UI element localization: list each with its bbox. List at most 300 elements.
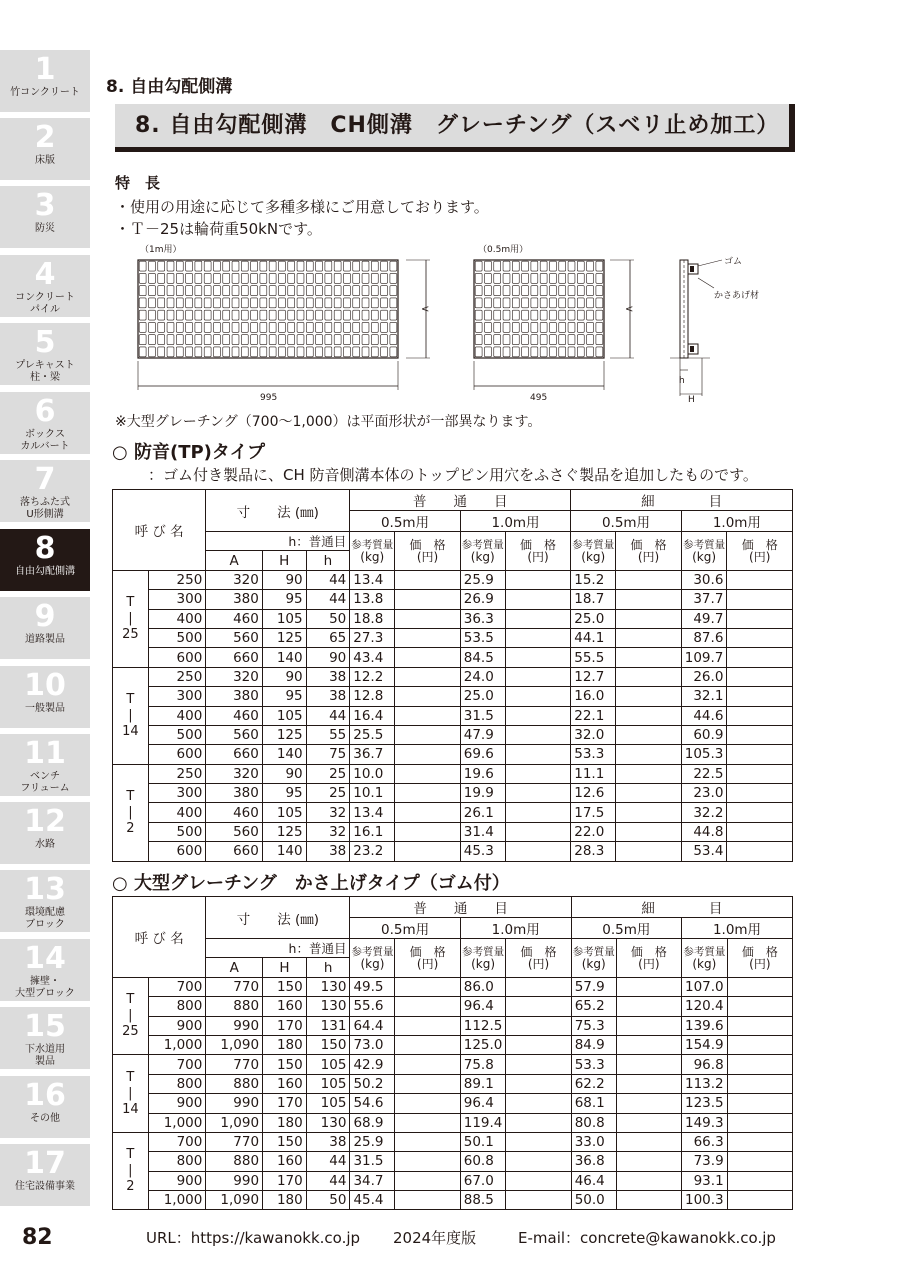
table-row: [113, 1094, 793, 1113]
cell-mass-hoso-05: 55.5: [571, 648, 616, 667]
sidebar-tab-14[interactable]: [0, 939, 90, 1001]
sidebar-tab-8[interactable]: [0, 529, 90, 591]
mass-unit: (kg): [692, 549, 717, 564]
kasaage-label: かさあげ材: [714, 291, 760, 301]
header-H: H: [262, 551, 306, 570]
cell-h: 105: [306, 1055, 350, 1074]
cell-price-futsu-05: [395, 628, 461, 647]
cell-h: 44: [306, 706, 350, 725]
cell-price-futsu-05: [395, 590, 461, 609]
sidebar-tab-2[interactable]: [0, 118, 90, 180]
cell-mass-hoso-05: 84.9: [571, 1035, 616, 1054]
cell-mass-hoso-05: 16.0: [571, 687, 616, 706]
sidebar-tab-13[interactable]: [0, 870, 90, 932]
table-row: [113, 803, 793, 822]
header-mass: [571, 939, 616, 978]
header-mass: [682, 939, 728, 978]
header-mass: [350, 939, 395, 978]
sidebar-tab-15[interactable]: [0, 1007, 90, 1069]
cell-price-hoso-10: [727, 1094, 792, 1113]
grating-05m-drawing: [474, 260, 604, 358]
cell-price-hoso-05: [616, 1094, 681, 1113]
cell-h: 105: [306, 1074, 350, 1093]
header-price: [727, 939, 792, 978]
table-row: [113, 997, 793, 1016]
cell-h: 44: [306, 1171, 350, 1190]
cell-price-futsu-10: [506, 1055, 571, 1074]
cell-mass-futsu-05: 10.1: [350, 784, 395, 803]
table-header-row: [113, 939, 793, 958]
cell-mass-hoso-05: 62.2: [571, 1074, 616, 1093]
cell-price-futsu-10: [505, 842, 571, 861]
header-10m: 1.0m用: [681, 511, 792, 532]
cell-price-hoso-10: [727, 667, 793, 686]
cell-size: 250: [148, 667, 206, 686]
sidebar-tab-label: ベンチ フリューム: [20, 771, 70, 794]
cell-mass-hoso-05: 80.8: [571, 1113, 616, 1132]
cell-mass-futsu-05: 42.9: [350, 1055, 395, 1074]
price-unit: (円): [416, 956, 439, 971]
table-row: [113, 725, 793, 744]
header-05m: 0.5m用: [350, 918, 460, 939]
cell-mass-hoso-10: 53.4: [681, 842, 727, 861]
price-unit: (円): [527, 956, 550, 971]
cell-price-hoso-10: [727, 997, 792, 1016]
cell-size: 900: [148, 1094, 206, 1113]
header-price: [616, 939, 681, 978]
cell-price-hoso-10: [727, 1016, 792, 1035]
cell-price-hoso-05: [616, 1113, 681, 1132]
cell-H: 170: [263, 1171, 307, 1190]
cell-price-hoso-05: [616, 687, 682, 706]
header-hoso: 細 目: [571, 897, 792, 918]
cell-price-hoso-05: [616, 590, 682, 609]
cell-h: 105: [306, 1094, 350, 1113]
cell-price-hoso-05: [616, 1074, 681, 1093]
cell-A: 560: [206, 725, 263, 744]
cell-price-hoso-10: [727, 1035, 792, 1054]
cell-mass-hoso-10: 149.3: [682, 1113, 728, 1132]
cell-price-hoso-05: [616, 1171, 681, 1190]
cell-H: 125: [262, 822, 306, 841]
cell-h: 38: [306, 667, 350, 686]
cell-h: 90: [306, 648, 350, 667]
cell-price-futsu-05: [395, 1035, 460, 1054]
cell-H: 170: [263, 1016, 307, 1035]
cell-mass-hoso-10: 73.9: [682, 1152, 728, 1171]
cell-price-futsu-05: [395, 1132, 460, 1151]
cell-price-futsu-05: [395, 1191, 460, 1210]
sidebar-tab-12[interactable]: [0, 802, 90, 864]
sidebar-tab-16[interactable]: [0, 1076, 90, 1138]
cell-price-futsu-05: [395, 803, 461, 822]
cell-mass-futsu-10: 96.4: [460, 997, 506, 1016]
cell-A: 560: [206, 822, 263, 841]
sidebar-tab-1[interactable]: [0, 50, 90, 112]
cell-price-futsu-05: [395, 1016, 460, 1035]
footer-url[interactable]: URL：https://kawanokk.co.jp: [146, 1229, 361, 1247]
cell-A: 460: [206, 803, 263, 822]
cell-H: 150: [263, 1055, 307, 1074]
sidebar-tab-label: ボックス カルバート: [20, 429, 70, 452]
header-05m: 0.5m用: [571, 511, 682, 532]
cell-price-hoso-10: [727, 1152, 792, 1171]
cell-mass-hoso-05: 65.2: [571, 997, 616, 1016]
cell-mass-futsu-10: 19.6: [460, 764, 505, 783]
header-mass: [571, 532, 616, 571]
mass-label: 参考質量: [462, 945, 505, 958]
spec-table-large: [112, 896, 793, 1210]
cell-mass-hoso-10: 113.2: [682, 1074, 728, 1093]
price-label: 価 格: [741, 537, 778, 552]
mass-label: 参考質量: [572, 538, 615, 551]
cell-mass-hoso-10: 154.9: [682, 1035, 728, 1054]
cell-H: 105: [262, 803, 306, 822]
cell-mass-futsu-10: 45.3: [460, 842, 505, 861]
cell-price-hoso-10: [727, 1113, 792, 1132]
cell-mass-futsu-05: 43.4: [350, 648, 395, 667]
cell-size: 1,000: [148, 1035, 206, 1054]
table-row: [113, 784, 793, 803]
cell-A: 660: [206, 648, 263, 667]
cell-mass-futsu-05: 12.8: [350, 687, 395, 706]
cell-mass-hoso-05: 22.1: [571, 706, 616, 725]
feature-line-1: ・使用の用途に応じて多種多様にご用意しております。: [115, 198, 489, 216]
sidebar-tab-3[interactable]: [0, 186, 90, 248]
header-h-note: h：普通目: [206, 532, 350, 551]
sidebar-tab-label: 水路: [35, 839, 55, 850]
sidebar-tab-label: プレキャスト 柱・梁: [15, 360, 75, 383]
cell-H: 140: [262, 842, 306, 861]
cell-mass-hoso-10: 60.9: [681, 725, 727, 744]
sidebar-tab-label: 環境配慮 ブロック: [25, 907, 65, 930]
cell-size: 400: [148, 706, 206, 725]
sidebar-tab-number: 13: [24, 872, 66, 907]
header-A: A: [206, 958, 263, 977]
cell-H: 160: [263, 997, 307, 1016]
cell-price-futsu-10: [506, 1016, 571, 1035]
cell-price-hoso-05: [616, 628, 682, 647]
cell-H: 125: [262, 725, 306, 744]
cell-price-futsu-05: [395, 570, 461, 589]
cell-size: 600: [148, 745, 206, 764]
cell-h: 50: [306, 1191, 350, 1210]
header-price: [727, 532, 793, 571]
cell-mass-hoso-05: 18.7: [571, 590, 616, 609]
cell-price-futsu-05: [395, 1113, 460, 1132]
cell-h: 131: [306, 1016, 350, 1035]
cell-h: 38: [306, 1132, 350, 1151]
cell-A: 1,090: [206, 1035, 263, 1054]
cell-price-futsu-10: [506, 997, 571, 1016]
cell-size: 1,000: [148, 1113, 206, 1132]
table-row: [113, 1016, 793, 1035]
cell-A: 990: [206, 1171, 263, 1190]
cell-price-futsu-10: [505, 628, 571, 647]
cell-mass-futsu-10: 19.9: [460, 784, 505, 803]
cell-price-futsu-05: [395, 687, 461, 706]
grating-section-drawing: [670, 260, 722, 405]
cell-A: 1,090: [206, 1113, 263, 1132]
cell-mass-futsu-05: 16.4: [350, 706, 395, 725]
cell-size: 400: [148, 609, 206, 628]
cell-size: 700: [148, 1055, 206, 1074]
sidebar-tab-7[interactable]: [0, 460, 90, 522]
header-futsu: 普 通 目: [350, 897, 571, 918]
cell-price-futsu-05: [395, 784, 461, 803]
cell-mass-hoso-05: 44.1: [571, 628, 616, 647]
cell-price-hoso-10: [727, 977, 792, 996]
header-price: [506, 939, 571, 978]
cell-size: 700: [148, 977, 206, 996]
cell-h: 130: [306, 997, 350, 1016]
cell-mass-futsu-10: 24.0: [460, 667, 505, 686]
cell-price-hoso-05: [616, 745, 682, 764]
cell-mass-futsu-10: 86.0: [460, 977, 506, 996]
sidebar-tab-number: 8: [34, 531, 56, 566]
cell-H: 140: [262, 648, 306, 667]
sidebar-tab-10[interactable]: [0, 666, 90, 728]
table-row: [113, 590, 793, 609]
cell-H: 105: [262, 609, 306, 628]
cell-mass-futsu-10: 60.8: [460, 1152, 506, 1171]
cell-A: 380: [206, 590, 263, 609]
cell-mass-futsu-10: 25.0: [460, 687, 505, 706]
cell-mass-hoso-10: 44.8: [681, 822, 727, 841]
cell-h: 44: [306, 570, 350, 589]
cell-H: 180: [263, 1113, 307, 1132]
cell-price-futsu-05: [395, 648, 461, 667]
cell-price-hoso-10: [727, 784, 793, 803]
cell-mass-hoso-10: 120.4: [682, 997, 728, 1016]
table-row: [113, 706, 793, 725]
cell-size: 900: [148, 1016, 206, 1035]
features-title: 特 長: [115, 174, 161, 192]
width-05m: 495: [530, 393, 548, 403]
svg-text:H: H: [688, 395, 695, 405]
table-row: [113, 745, 793, 764]
cell-size: 500: [148, 628, 206, 647]
sidebar-tab-number: 12: [24, 804, 66, 839]
cell-mass-futsu-10: 67.0: [460, 1171, 506, 1190]
cell-mass-hoso-05: 53.3: [571, 1055, 616, 1074]
gomu-label: ゴム: [724, 257, 743, 267]
cell-mass-futsu-05: 12.2: [350, 667, 395, 686]
cell-size: 1,000: [148, 1191, 206, 1210]
table-row: [113, 1191, 793, 1210]
cell-mass-futsu-10: 25.9: [460, 570, 505, 589]
table-row: [113, 570, 793, 589]
cell-price-hoso-10: [727, 822, 793, 841]
cell-mass-hoso-10: 107.0: [682, 977, 728, 996]
header-h: h: [306, 958, 350, 977]
sidebar-tab-label: 下水道用 製品: [25, 1044, 65, 1067]
cell-size: 700: [148, 1132, 206, 1151]
cell-price-hoso-05: [616, 1152, 681, 1171]
cell-A: 880: [206, 1074, 263, 1093]
sidebar-tab-label: 道路製品: [25, 634, 65, 645]
cell-price-futsu-05: [395, 842, 461, 861]
cell-h: 32: [306, 822, 350, 841]
cell-price-hoso-05: [616, 570, 682, 589]
sidebar-tab-number: 1: [34, 52, 56, 87]
cell-price-futsu-10: [505, 803, 571, 822]
cell-mass-futsu-10: 47.9: [460, 725, 505, 744]
cell-mass-futsu-10: 50.1: [460, 1132, 506, 1151]
price-label: 価 格: [409, 537, 446, 552]
cell-mass-futsu-05: 25.5: [350, 725, 395, 744]
grating-drawing: [110, 238, 760, 406]
sidebar-tab-5[interactable]: [0, 323, 90, 385]
cell-price-hoso-05: [616, 764, 682, 783]
mass-unit: (kg): [581, 549, 606, 564]
sidebar-tab-17[interactable]: [0, 1144, 90, 1206]
cell-A: 880: [206, 1152, 263, 1171]
cell-price-futsu-10: [505, 784, 571, 803]
cell-mass-futsu-05: 73.0: [350, 1035, 395, 1054]
cell-h: 130: [306, 977, 350, 996]
cell-mass-hoso-10: 123.5: [682, 1094, 728, 1113]
cell-price-hoso-10: [727, 609, 793, 628]
grating-diagram: [110, 238, 760, 410]
grating-1m-drawing: [138, 260, 398, 358]
cell-mass-hoso-05: 12.7: [571, 667, 616, 686]
header-yobina: 呼 び 名: [113, 897, 206, 978]
cell-H: 150: [263, 1132, 307, 1151]
cell-mass-hoso-05: 53.3: [571, 745, 616, 764]
table-row: [113, 1113, 793, 1132]
cell-size: 250: [148, 570, 206, 589]
sidebar-tab-6[interactable]: [0, 392, 90, 454]
cell-mass-futsu-05: 45.4: [350, 1191, 395, 1210]
cell-price-hoso-05: [616, 609, 682, 628]
table-row: [113, 609, 793, 628]
cell-mass-futsu-05: 27.3: [350, 628, 395, 647]
sidebar-tab-4[interactable]: [0, 255, 90, 317]
cell-mass-futsu-10: 31.5: [460, 706, 505, 725]
cell-price-futsu-10: [505, 745, 571, 764]
cell-mass-hoso-05: 28.3: [571, 842, 616, 861]
cell-price-hoso-10: [727, 1171, 792, 1190]
cell-price-hoso-10: [727, 687, 793, 706]
load-class-label: T | 25: [113, 977, 149, 1055]
cell-mass-futsu-10: 112.5: [460, 1016, 506, 1035]
label-05m: （0.5m用）: [478, 245, 529, 255]
cell-mass-futsu-10: 31.4: [460, 822, 505, 841]
table-row: [113, 667, 793, 686]
cell-price-futsu-10: [505, 725, 571, 744]
sidebar-tab-label: 住宅設備事業: [15, 1181, 75, 1192]
cell-mass-futsu-05: 36.7: [350, 745, 395, 764]
load-class-label: T | 25: [113, 570, 149, 667]
mass-unit: (kg): [470, 549, 495, 564]
cell-H: 95: [262, 687, 306, 706]
header-05m: 0.5m用: [350, 511, 461, 532]
cell-price-hoso-05: [616, 803, 682, 822]
cell-h: 38: [306, 687, 350, 706]
header-mass: [460, 939, 506, 978]
cell-mass-hoso-10: 66.3: [682, 1132, 728, 1151]
cell-price-futsu-10: [505, 687, 571, 706]
cell-mass-futsu-10: 69.6: [460, 745, 505, 764]
cell-price-hoso-10: [727, 648, 793, 667]
cell-mass-futsu-05: 55.6: [350, 997, 395, 1016]
cell-mass-hoso-05: 12.6: [571, 784, 616, 803]
mass-unit: (kg): [471, 956, 496, 971]
cell-mass-futsu-10: 26.9: [460, 590, 505, 609]
header-hoso: 細 目: [571, 490, 793, 511]
sidebar-tab-9[interactable]: [0, 597, 90, 659]
cell-mass-hoso-05: 68.1: [571, 1094, 616, 1113]
mass-label: 参考質量: [461, 538, 504, 551]
cell-mass-futsu-05: 50.2: [350, 1074, 395, 1093]
cell-price-hoso-05: [616, 1132, 681, 1151]
cell-price-futsu-05: [395, 1094, 460, 1113]
table-row: [113, 1132, 793, 1151]
section2-title: ○ 大型グレーチング かさ上げタイプ（ゴム付）: [112, 873, 510, 894]
cell-price-futsu-10: [505, 706, 571, 725]
header-H: H: [263, 958, 307, 977]
cell-price-futsu-10: [506, 1113, 571, 1132]
cell-price-hoso-05: [616, 977, 681, 996]
price-unit: (円): [749, 956, 771, 971]
cell-mass-futsu-10: 119.4: [460, 1113, 506, 1132]
sidebar-tab-11[interactable]: [0, 734, 90, 796]
cell-H: 180: [263, 1191, 307, 1210]
cell-mass-futsu-05: 64.4: [350, 1016, 395, 1035]
cell-A: 660: [206, 745, 263, 764]
cell-mass-hoso-10: 49.7: [681, 609, 727, 628]
cell-price-hoso-10: [727, 1055, 792, 1074]
cell-mass-futsu-05: 54.6: [350, 1094, 395, 1113]
sidebar-tab-number: 3: [34, 188, 56, 223]
table-row: [113, 842, 793, 861]
price-unit: (円): [749, 549, 771, 564]
header-sunpo: 寸 法 (㎜): [206, 490, 350, 532]
cell-mass-futsu-10: 96.4: [460, 1094, 506, 1113]
mass-label: 参考質量: [351, 945, 394, 958]
cell-A: 460: [206, 706, 263, 725]
cell-mass-futsu-05: 49.5: [350, 977, 395, 996]
cell-mass-hoso-05: 57.9: [571, 977, 616, 996]
load-class-label: T | 2: [113, 1132, 149, 1210]
mass-unit: (kg): [360, 549, 385, 564]
cell-A: 460: [206, 609, 263, 628]
table-row: [113, 628, 793, 647]
price-unit: (円): [638, 956, 660, 971]
cell-mass-futsu-10: 26.1: [460, 803, 505, 822]
cell-mass-futsu-05: 34.7: [350, 1171, 395, 1190]
cell-price-futsu-05: [395, 764, 461, 783]
cell-price-futsu-10: [505, 590, 571, 609]
cell-size: 500: [148, 822, 206, 841]
cell-mass-hoso-10: 26.0: [681, 667, 727, 686]
cell-mass-hoso-10: 37.7: [681, 590, 727, 609]
cell-price-futsu-10: [505, 667, 571, 686]
footer-email[interactable]: E-mail：concrete@kawanokk.co.jp: [518, 1229, 776, 1247]
cell-H: 95: [262, 784, 306, 803]
section1-title: ○ 防音(TP)タイプ: [112, 442, 265, 463]
cell-price-hoso-10: [727, 842, 793, 861]
svg-text:<: <: [421, 304, 430, 315]
cell-mass-hoso-05: 46.4: [571, 1171, 616, 1190]
cell-price-futsu-10: [506, 1191, 571, 1210]
price-unit: (円): [416, 549, 439, 564]
cell-A: 660: [206, 842, 263, 861]
cell-price-hoso-05: [616, 1055, 681, 1074]
cell-mass-futsu-10: 88.5: [460, 1191, 506, 1210]
cell-price-hoso-10: [727, 1132, 792, 1151]
